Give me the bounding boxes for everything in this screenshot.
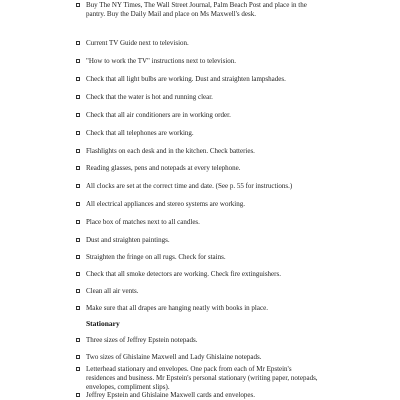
checklist-item-text: Place box of matches next to all candles. [86, 218, 200, 226]
checklist-item-text: Flashlights on each desk and in the kitchen. Check batteries. [86, 147, 255, 155]
checkbox-icon[interactable] [76, 393, 80, 397]
checklist-item-text: "How to work the TV" instructions next to television. [86, 57, 237, 65]
checklist-item-text: Reading glasses, pens and notepads at every telephone. [86, 164, 241, 172]
checklist-item-text: Straighten the fringe on all rugs. Check for stains. [86, 253, 226, 261]
checklist-item-text: All clocks are set at the correct time and date. (See p. 55 for instructions.) [86, 182, 293, 190]
checkbox-icon[interactable] [76, 367, 80, 371]
checklist-item [86, 353, 318, 362]
checklist-item-text: Two sizes of Ghislaine Maxwell and Lady Ghislaine notepads. [86, 353, 262, 361]
checklist-item [86, 391, 318, 400]
checklist-item-text: Check that all air conditioners are in working order. [86, 111, 231, 119]
checklist-item-text: Check that all telephones are working. [86, 129, 194, 137]
checklist-item [86, 365, 318, 392]
checklist-item-text: Dust and straighten paintings. [86, 236, 170, 244]
checkbox-icon[interactable] [76, 355, 80, 359]
checklist-item-text: Clean all air vents. [86, 287, 139, 295]
checklist-item-text: All electrical appliances and stereo systems are working. [86, 200, 245, 208]
checklist-item-text: Three sizes of Jeffrey Epstein notepads. [86, 336, 198, 344]
checklist-item-text: Check that all smoke detectors are working. Check fire extinguishers. [86, 270, 281, 278]
checklist-item-text: Buy The NY Times, The Wall Street Journal, Palm Beach Post and place in the pantry. Buy the Daily Mail and place on Ms Maxwell's desk. [86, 1, 307, 18]
checklist-item-text: Make sure that all drapes are hanging neatly with books in place. [86, 304, 268, 312]
checklist-item [86, 336, 318, 345]
checklist-item-text: Jeffrey Epstein and Ghislaine Maxwell cards and envelopes. [86, 391, 255, 399]
checklist-item-text: Letterhead stationary and envelopes. One pack from each of Mr Epstein's residences and business. Mr Epstein's personal stationary (writing paper, notepads, envelopes, compliment slips). [86, 365, 318, 391]
section-heading-stationary: Stationary [86, 319, 120, 328]
checklist-item-text: Check that the water is hot and running clear. [86, 93, 213, 101]
checklist-item-text: Current TV Guide next to television. [86, 39, 189, 47]
checkbox-icon[interactable] [76, 338, 80, 342]
checklist-item-text: Check that all light bulbs are working. Dust and straighten lampshades. [86, 75, 286, 83]
